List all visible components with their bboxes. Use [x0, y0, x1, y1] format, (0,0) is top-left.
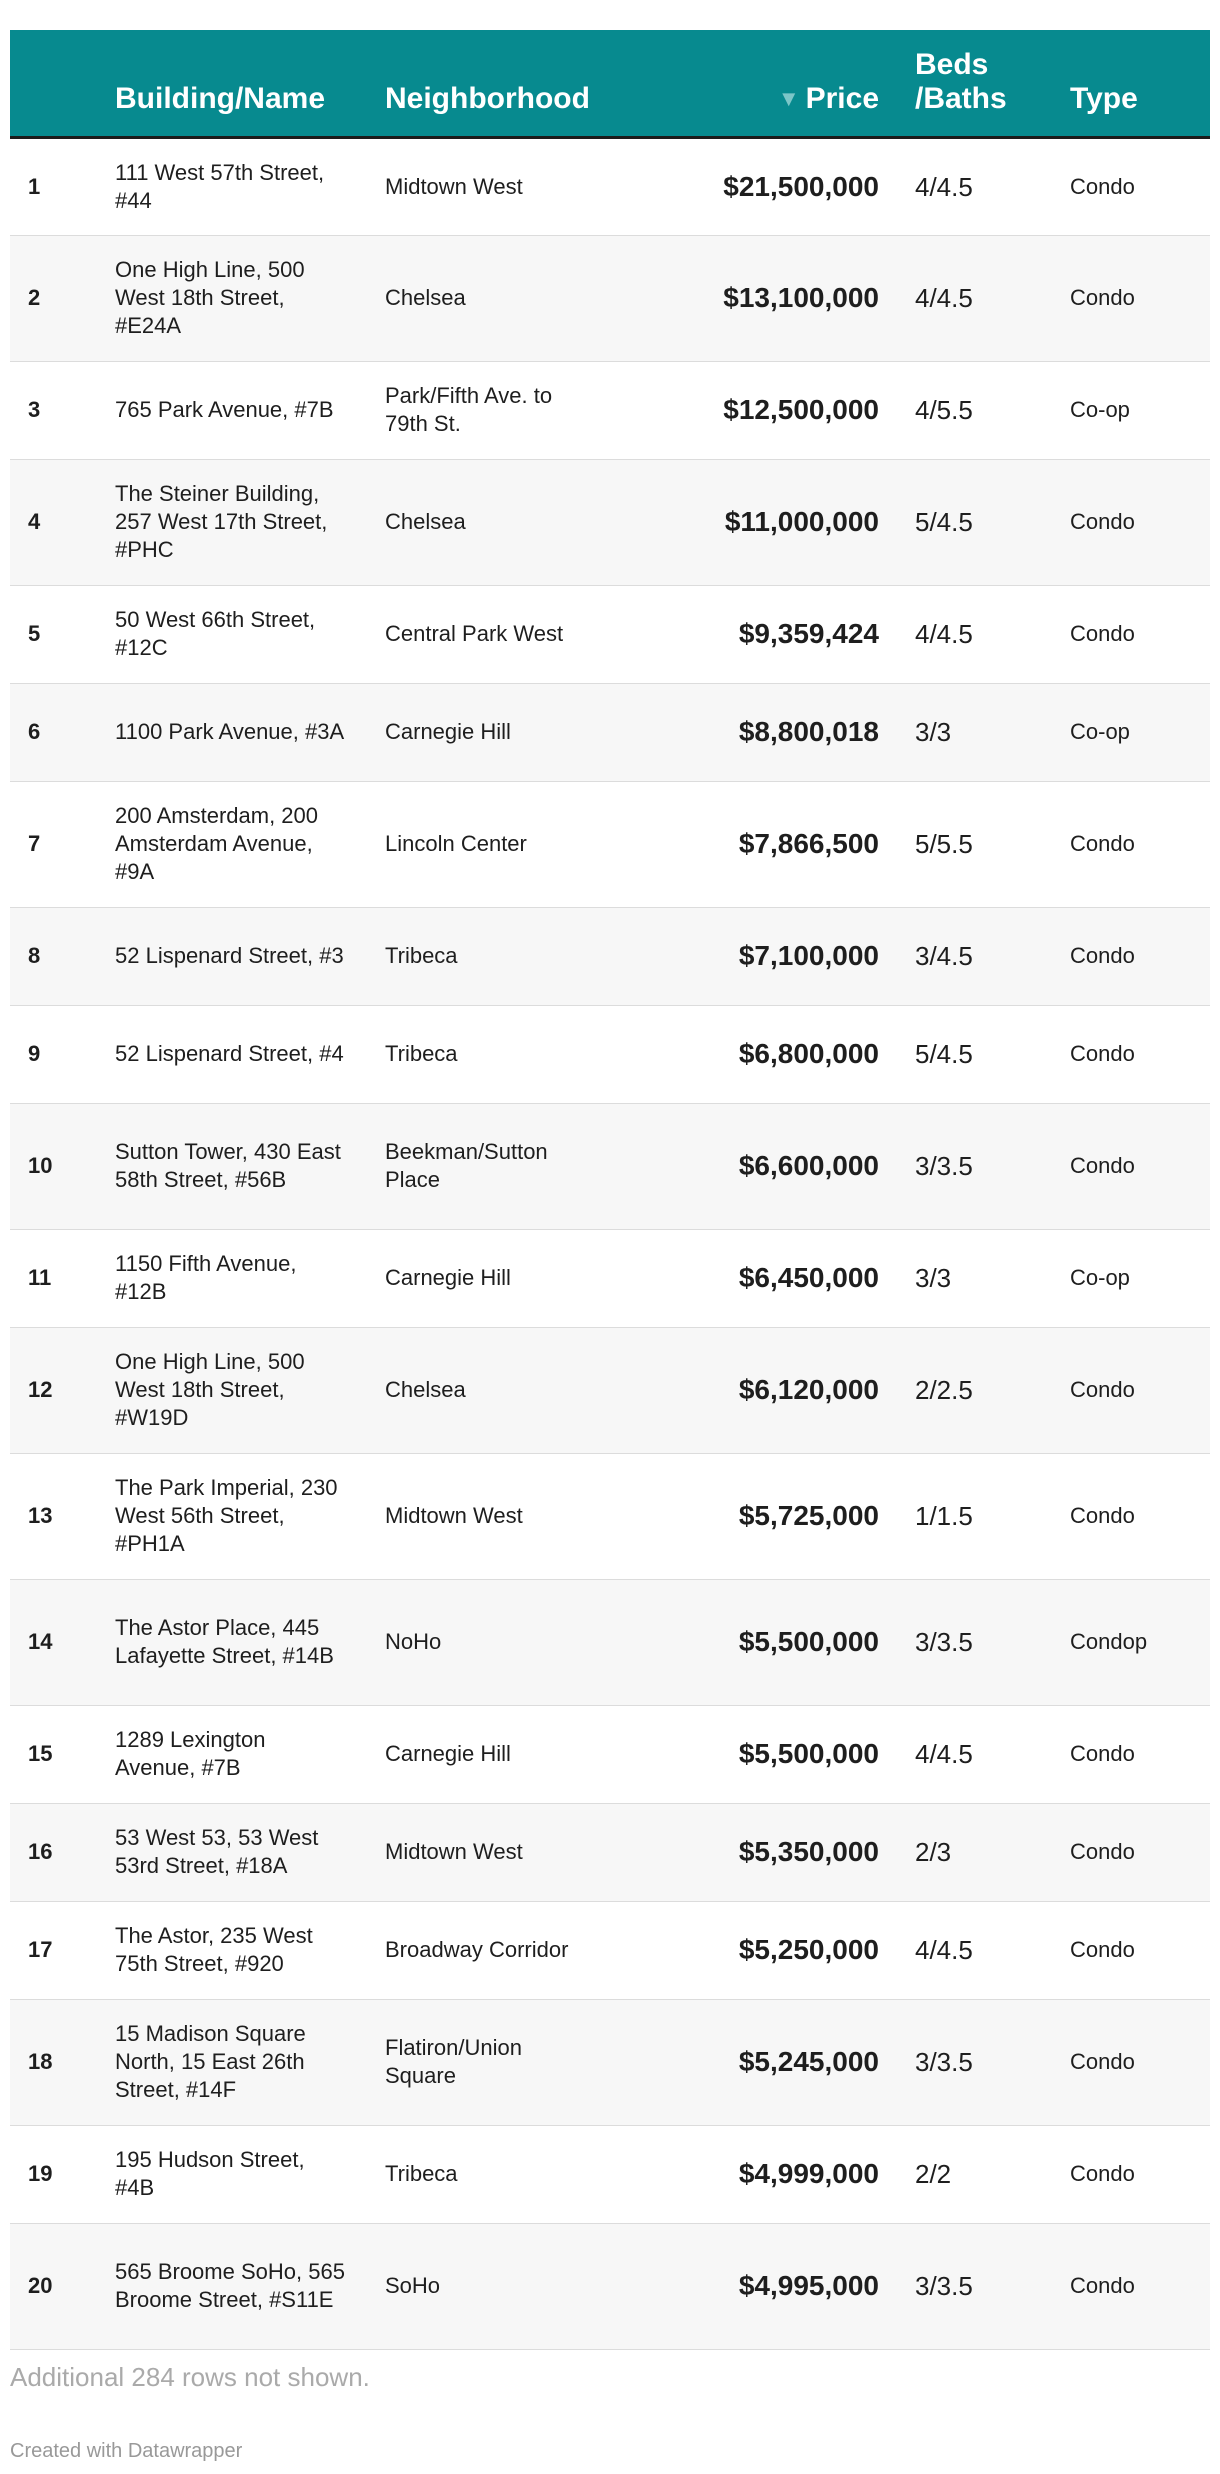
table-cell-beds-baths: 3/4.5 [915, 907, 1070, 1005]
table-cell-beds-baths: 4/4.5 [915, 1901, 1070, 1999]
table-cell-neighborhood: Midtown West [385, 1453, 615, 1579]
table-cell-rank: 16 [10, 1803, 115, 1901]
table-cell-price: $4,995,000 [615, 2223, 915, 2349]
table-cell-neighborhood: NoHo [385, 1579, 615, 1705]
table-cell-building: 52 Lispenard Street, #4 [115, 1005, 385, 1103]
table-cell-building: The Park Imperial, 230 West 56th Street, #PH1A [115, 1453, 385, 1579]
table-cell-neighborhood: Central Park West [385, 585, 615, 683]
table-cell-building: 52 Lispenard Street, #3 [115, 907, 385, 1005]
table-cell-building: 1289 Lexington Avenue, #7B [115, 1705, 385, 1803]
table-cell-rank: 3 [10, 361, 115, 459]
table-cell-rank: 14 [10, 1579, 115, 1705]
table-cell-building: The Astor, 235 West 75th Street, #920 [115, 1901, 385, 1999]
table-row [10, 585, 1210, 683]
table-cell-rank: 4 [10, 459, 115, 585]
table-cell-beds-baths: 4/4.5 [915, 585, 1070, 683]
table-cell-price: $5,725,000 [615, 1453, 915, 1579]
table-cell-neighborhood: Chelsea [385, 459, 615, 585]
table-row [10, 235, 1210, 361]
table-cell-rank: 17 [10, 1901, 115, 1999]
table-cell-rank: 9 [10, 1005, 115, 1103]
table-cell-beds-baths: 3/3 [915, 1229, 1070, 1327]
table-cell-rank: 13 [10, 1453, 115, 1579]
table-cell-price: $4,999,000 [615, 2125, 915, 2223]
table-cell-type: Co-op [1070, 361, 1210, 459]
table-cell-neighborhood: Tribeca [385, 907, 615, 1005]
datawrapper-credit[interactable]: Created with Datawrapper [10, 2440, 243, 2462]
sales-table [10, 30, 1210, 2350]
table-cell-beds-baths: 5/4.5 [915, 1005, 1070, 1103]
table-row [10, 1005, 1210, 1103]
table-cell-building: 111 West 57th Street, #44 [115, 137, 385, 235]
table-cell-rank: 18 [10, 1999, 115, 2125]
table-cell-rank: 19 [10, 2125, 115, 2223]
table-cell-building: 53 West 53, 53 West 53rd Street, #18A [115, 1803, 385, 1901]
table-cell-type: Condo [1070, 1453, 1210, 1579]
table-cell-type: Condo [1070, 1103, 1210, 1229]
table-cell-neighborhood: SoHo [385, 2223, 615, 2349]
table-cell-building: 565 Broome SoHo, 565 Broome Street, #S11E [115, 2223, 385, 2349]
table-row [10, 2223, 1210, 2349]
column-header-price[interactable] [615, 30, 915, 137]
table-cell-price: $6,120,000 [615, 1327, 915, 1453]
table-row [10, 1803, 1210, 1901]
table-cell-price: $13,100,000 [615, 235, 915, 361]
table-cell-building: Sutton Tower, 430 East 58th Street, #56B [115, 1103, 385, 1229]
table-cell-neighborhood: Chelsea [385, 1327, 615, 1453]
table-cell-beds-baths: 5/5.5 [915, 781, 1070, 907]
table-cell-rank: 8 [10, 907, 115, 1005]
sort-descending-icon[interactable]: ▼ [777, 85, 800, 111]
table-cell-building: One High Line, 500 West 18th Street, #W19D [115, 1327, 385, 1453]
table-cell-type: Co-op [1070, 1229, 1210, 1327]
table-cell-building: 195 Hudson Street, #4B [115, 2125, 385, 2223]
table-cell-rank: 5 [10, 585, 115, 683]
table-cell-price: $6,450,000 [615, 1229, 915, 1327]
table-row [10, 1453, 1210, 1579]
table-cell-neighborhood: Carnegie Hill [385, 683, 615, 781]
table-cell-beds-baths: 3/3.5 [915, 1103, 1070, 1229]
table-body [10, 137, 1210, 2349]
table-cell-beds-baths: 5/4.5 [915, 459, 1070, 585]
table-row [10, 361, 1210, 459]
table-cell-rank: 10 [10, 1103, 115, 1229]
table-cell-beds-baths: 3/3.5 [915, 1999, 1070, 2125]
table-cell-neighborhood: Midtown West [385, 1803, 615, 1901]
table-cell-type: Condo [1070, 1327, 1210, 1453]
table-cell-price: $6,600,000 [615, 1103, 915, 1229]
column-header-type[interactable]: Type [1070, 30, 1210, 137]
table-cell-rank: 7 [10, 781, 115, 907]
rows-not-shown-note: Additional 284 rows not shown. [10, 2362, 370, 2392]
table-cell-neighborhood: Lincoln Center [385, 781, 615, 907]
table-cell-building: 765 Park Avenue, #7B [115, 361, 385, 459]
table-cell-price: $5,250,000 [615, 1901, 915, 1999]
table-cell-type: Condop [1070, 1579, 1210, 1705]
table-row [10, 683, 1210, 781]
table-row [10, 459, 1210, 585]
table-cell-beds-baths: 2/2.5 [915, 1327, 1070, 1453]
table-cell-building: 1100 Park Avenue, #3A [115, 683, 385, 781]
table-row [10, 1229, 1210, 1327]
table-cell-type: Condo [1070, 2223, 1210, 2349]
table-cell-building: 1150 Fifth Avenue, #12B [115, 1229, 385, 1327]
table-cell-type: Condo [1070, 1999, 1210, 2125]
table-cell-beds-baths: 3/3 [915, 683, 1070, 781]
table-cell-type: Condo [1070, 235, 1210, 361]
table-cell-building: The Steiner Building, 257 West 17th Street, #PHC [115, 459, 385, 585]
table-cell-building: One High Line, 500 West 18th Street, #E24A [115, 235, 385, 361]
table-cell-type: Co-op [1070, 683, 1210, 781]
table-cell-beds-baths: 4/4.5 [915, 235, 1070, 361]
table-cell-beds-baths: 2/3 [915, 1803, 1070, 1901]
column-header-rank[interactable] [10, 30, 115, 137]
table-cell-price: $7,100,000 [615, 907, 915, 1005]
table-cell-neighborhood: Carnegie Hill [385, 1229, 615, 1327]
table-row [10, 1901, 1210, 1999]
table-cell-neighborhood: Beekman/Sutton Place [385, 1103, 615, 1229]
table-cell-building: 200 Amsterdam, 200 Amsterdam Avenue, #9A [115, 781, 385, 907]
table-cell-price: $21,500,000 [615, 137, 915, 235]
table-cell-rank: 1 [10, 137, 115, 235]
table-cell-rank: 2 [10, 235, 115, 361]
table-row [10, 781, 1210, 907]
table-cell-beds-baths: 4/4.5 [915, 137, 1070, 235]
table-row [10, 1705, 1210, 1803]
table-cell-type: Condo [1070, 1005, 1210, 1103]
table-cell-price: $5,500,000 [615, 1705, 915, 1803]
table-cell-type: Condo [1070, 459, 1210, 585]
table-cell-price: $8,800,018 [615, 683, 915, 781]
table-cell-neighborhood: Tribeca [385, 1005, 615, 1103]
table-row [10, 137, 1210, 235]
table-cell-price: $11,000,000 [615, 459, 915, 585]
table-row [10, 1327, 1210, 1453]
table-row [10, 1103, 1210, 1229]
table-cell-price: $5,350,000 [615, 1803, 915, 1901]
column-header-price-label: Price [805, 81, 879, 115]
table-cell-neighborhood: Broadway Corridor [385, 1901, 615, 1999]
table-cell-beds-baths: 1/1.5 [915, 1453, 1070, 1579]
table-cell-beds-baths: 3/3.5 [915, 2223, 1070, 2349]
column-header-building[interactable]: Building/Name [115, 30, 385, 137]
column-header-neighborhood[interactable]: Neighborhood [385, 30, 615, 137]
table-cell-rank: 15 [10, 1705, 115, 1803]
table-cell-price: $7,866,500 [615, 781, 915, 907]
table-cell-neighborhood: Chelsea [385, 235, 615, 361]
table-cell-building: 15 Madison Square North, 15 East 26th Street, #14F [115, 1999, 385, 2125]
table-cell-price: $12,500,000 [615, 361, 915, 459]
table-cell-price: $5,245,000 [615, 1999, 915, 2125]
table-cell-type: Condo [1070, 1803, 1210, 1901]
table-cell-beds-baths: 2/2 [915, 2125, 1070, 2223]
table-cell-beds-baths: 4/5.5 [915, 361, 1070, 459]
table-cell-type: Condo [1070, 1901, 1210, 1999]
table-cell-type: Condo [1070, 907, 1210, 1005]
table-row [10, 2125, 1210, 2223]
column-header-beds-baths[interactable]: Beds /Baths [915, 30, 1070, 137]
table-row [10, 1579, 1210, 1705]
table-cell-beds-baths: 3/3.5 [915, 1579, 1070, 1705]
table-cell-rank: 6 [10, 683, 115, 781]
table-cell-type: Condo [1070, 781, 1210, 907]
header-row [10, 30, 1210, 137]
table-cell-neighborhood: Park/Fifth Ave. to 79th St. [385, 361, 615, 459]
table-cell-type: Condo [1070, 137, 1210, 235]
table-cell-rank: 20 [10, 2223, 115, 2349]
table-cell-price: $5,500,000 [615, 1579, 915, 1705]
table-cell-type: Condo [1070, 585, 1210, 683]
table-row [10, 907, 1210, 1005]
table-cell-beds-baths: 4/4.5 [915, 1705, 1070, 1803]
table-cell-type: Condo [1070, 2125, 1210, 2223]
table-cell-neighborhood: Carnegie Hill [385, 1705, 615, 1803]
table-cell-rank: 11 [10, 1229, 115, 1327]
table-cell-neighborhood: Tribeca [385, 2125, 615, 2223]
table-row [10, 1999, 1210, 2125]
table-cell-price: $6,800,000 [615, 1005, 915, 1103]
table-cell-price: $9,359,424 [615, 585, 915, 683]
table-cell-rank: 12 [10, 1327, 115, 1453]
table-cell-neighborhood: Flatiron/Union Square [385, 1999, 615, 2125]
table-cell-neighborhood: Midtown West [385, 137, 615, 235]
table-cell-building: 50 West 66th Street, #12C [115, 585, 385, 683]
table-cell-type: Condo [1070, 1705, 1210, 1803]
table-cell-building: The Astor Place, 445 Lafayette Street, #14B [115, 1579, 385, 1705]
